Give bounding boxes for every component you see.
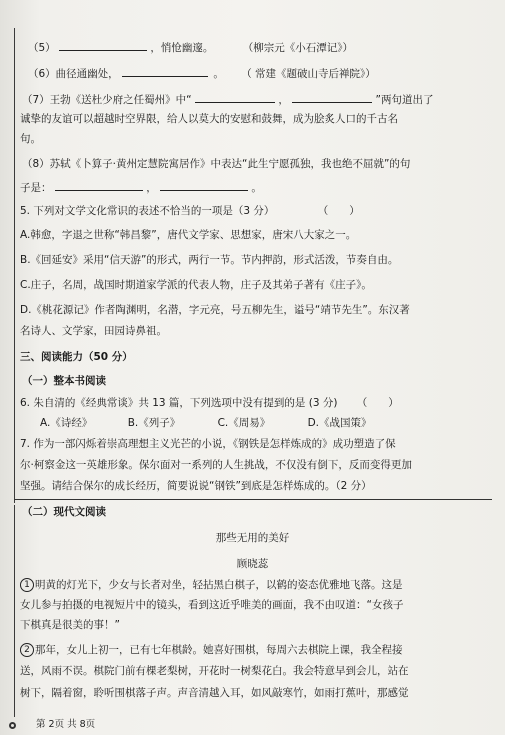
q6-stem-text: 6. 朱自清的《经典常谈》共 13 篇，下列选项中没有提到的是 (3 分) <box>20 397 338 409</box>
section-3-title: 三、阅读能力（50 分） <box>20 351 133 363</box>
q7-line1: 7. 作为一部闪烁着崇高理想主义光芒的小说，《钢铁是怎样炼成的》成功塑造了保 <box>20 438 396 450</box>
q4-item-8-blank-2[interactable] <box>160 180 248 191</box>
q4-item-7-blank-2[interactable] <box>292 92 372 103</box>
q4-item-7-text-b: ”两句道出了 <box>375 94 434 106</box>
q4-item-6-source: （ 常建《题破山寺后禅院》） <box>241 68 376 80</box>
q5-stem <box>20 204 360 218</box>
q4-item-5-text: ，悄怆幽邃。 <box>150 42 214 54</box>
article-p1-line1-text: 明黄的灯光下，少女与长者对坐，轻拈黑白棋子，以鹤的姿态优雅地飞落。这是 <box>35 579 403 591</box>
q4-item-7-line1: （7）王勃《送杜少府之任蜀州》中“ ， ”两句道出了 <box>22 94 434 106</box>
binding-hole-icon <box>9 722 16 729</box>
q4-item-5-number: （5） <box>28 42 56 54</box>
q6-option-a: A.《诗经》 <box>40 417 93 429</box>
q5-option-d-line1: D.《桃花源记》作者陶渊明，名潜，字元亮，号五柳先生，谥号“靖节先生”。东汉著 <box>20 304 410 316</box>
q5-option-a: A.韩愈，字退之世称“韩昌黎”，唐代文学家、思想家，唐宋八大家之一。 <box>20 229 357 241</box>
article-p1-line2: 女儿参与拍摄的电视短片中的镜头，看到这近乎唯美的画面，我不由叹道：“女孩子 <box>20 599 404 611</box>
part-1-title: （一）整本书阅读 <box>22 375 106 387</box>
q6-option-d: D.《战国策》 <box>307 417 372 429</box>
binding-margin-line <box>14 28 15 503</box>
q4-item-5-source: （柳宗元《小石潭记》） <box>242 42 353 54</box>
q4-item-7-line3: 句。 <box>20 133 41 145</box>
q6-option-b: B.《列子》 <box>127 417 181 429</box>
q6-options <box>40 416 372 430</box>
paragraph-2-marker: 2 <box>20 643 34 657</box>
q4-item-7-line2: 诚挚的友谊可以超越时空界限，给人以莫大的安慰和鼓舞，成为脍炙人口的千古名 <box>20 113 398 125</box>
q6-answer-paren[interactable]: （ ） <box>356 397 399 409</box>
q5-option-d-line2: 名诗人、文学家，田园诗鼻祖。 <box>20 325 167 337</box>
article-p2-line3: 树下，隔着窗，聆听围棋落子声。声音清越入耳，如风敲寒竹，如雨打蕉叶，那感觉 <box>20 687 409 699</box>
q4-item-8-line1: （8）苏轼《卜算子·黄州定慧院寓居作》中表达“此生宁愿孤独，我也绝不屈就”的句 <box>22 158 411 170</box>
article-p1-line3: 下棋真是很美的事！” <box>20 619 120 631</box>
q4-item-7-blank-1[interactable] <box>195 92 275 103</box>
q7-line2: 尔·柯察金这一英雄形象。保尔面对一系列的人生挑战，不仅没有倒下，反而变得更加 <box>20 459 412 471</box>
q6-stem <box>20 396 399 410</box>
article-p2-line2: 送，风雨不误。棋院门前有棵老梨树，开花时一树梨花白。我会特意早到会儿，站在 <box>20 665 409 677</box>
article-p2-line1 <box>20 643 403 657</box>
q5-stem-text: 5. 下列对文学文化常识的表述不恰当的一项是（3 分） <box>20 205 275 217</box>
q4-item-6-text: （6）曲径通幽处， <box>28 68 119 80</box>
q4-item-8-text: 子是： <box>20 182 52 194</box>
q4-item-5-blank[interactable] <box>59 40 147 51</box>
article-title: 那些无用的美好 <box>215 532 290 544</box>
article-author: 顾晓蕊 <box>236 558 269 570</box>
q4-item-8-line2: 子是： ， 。 <box>20 182 262 194</box>
q5-option-c: C.庄子，名周，战国时期道家学派的代表人物，庄子及其弟子著有《庄子》。 <box>20 279 372 291</box>
q4-item-7-text-a: （7）王勃《送杜少府之任蜀州》中“ <box>22 94 192 106</box>
q5-option-b: B.《回延安》采用“信天游”的形式，两行一节。节内押韵，形式活泼，节奏自由。 <box>20 254 399 266</box>
q4-item-5 <box>28 40 353 55</box>
q4-item-6-blank[interactable] <box>122 66 208 77</box>
q6-option-c: C.《周易》 <box>217 417 271 429</box>
article-p1-line1 <box>20 578 403 592</box>
article-p2-line1-text: 那年，女儿上初一，已有七年棋龄。她喜好围棋，每周六去棋院上课，我全程接 <box>35 644 403 656</box>
part-2-title: （二）现代文阅读 <box>22 506 106 518</box>
q7-line3: 坚强。请结合保尔的成长经历，简要说说“钢铁”到底是怎样炼成的。（2 分） <box>20 480 372 492</box>
page-number: 第 2页 共 8页 <box>36 719 96 730</box>
q4-item-8-blank-1[interactable] <box>55 180 143 191</box>
q5-answer-paren[interactable]: （ ） <box>317 205 360 217</box>
q4-item-6: （6）曲径通幽处， 。 （ 常建《题破山寺后禅院》） <box>28 68 376 80</box>
section-divider <box>14 499 492 500</box>
paragraph-1-marker: 1 <box>20 578 34 592</box>
